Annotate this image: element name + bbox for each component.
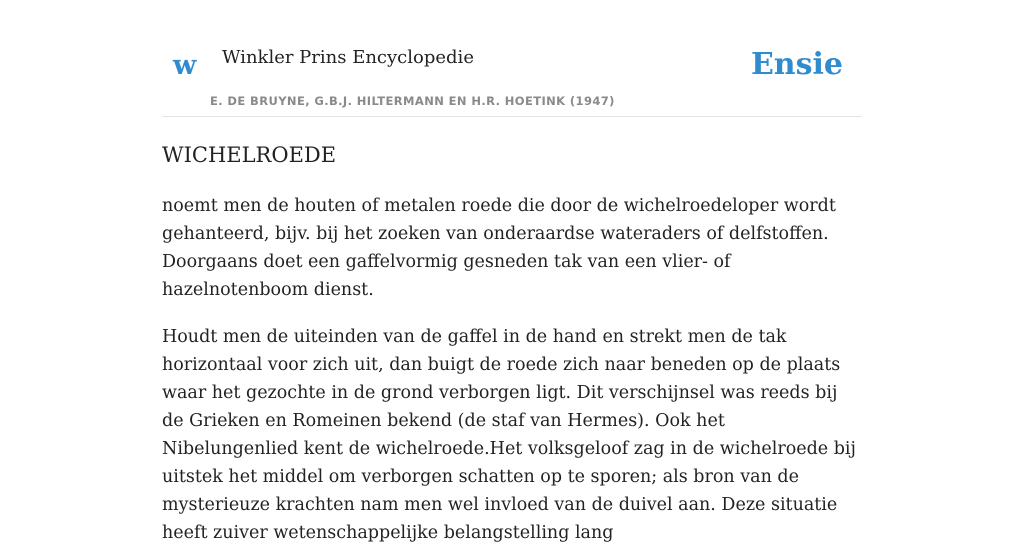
source-title[interactable]: Winkler Prins Encyclopedie [222,47,474,68]
article-paragraph: Houdt men de uiteinden van de gaffel in de hand en strekt men de tak horizontaal voor zich uit, dan buigt de roede zich naar beneden op de plaats waar het gezochte in de grond verborgen ligt. Dit verschijnsel was reeds bij de Grieken en Romeinen bekend (de staf van Hermes). Ook het Nibelungenlied kent de wichelroede.Het volksgeloof zag in de wichelroede bij uitstek het middel om verborgen schatten op te sporen; als bron van de mysterieuze krachten nam men wel invloed van de duivel aan. Deze situatie heeft zuiver wetenschappelijke belangstelling lang [162,327,856,543]
article [162,140,862,547]
article-title: WICHELROEDE [162,143,337,167]
article-paragraph: noemt men de houten of metalen roede die door de wichelroedeloper wordt gehanteerd, bijv. bij het zoeken van onderaardse wateraders of delfstoffen. Doorgaans doet een gaffelvormig gesneden tak van een vlier- of hazelnotenboom dienst. [162,196,836,300]
brand-logo[interactable]: Ensie [750,47,843,82]
source-authors: E. DE BRUYNE, G.B.J. HILTERMANN EN H.R. HOETINK (1947) [210,94,615,108]
source-header [162,0,862,117]
source-logo[interactable]: w [173,50,197,81]
